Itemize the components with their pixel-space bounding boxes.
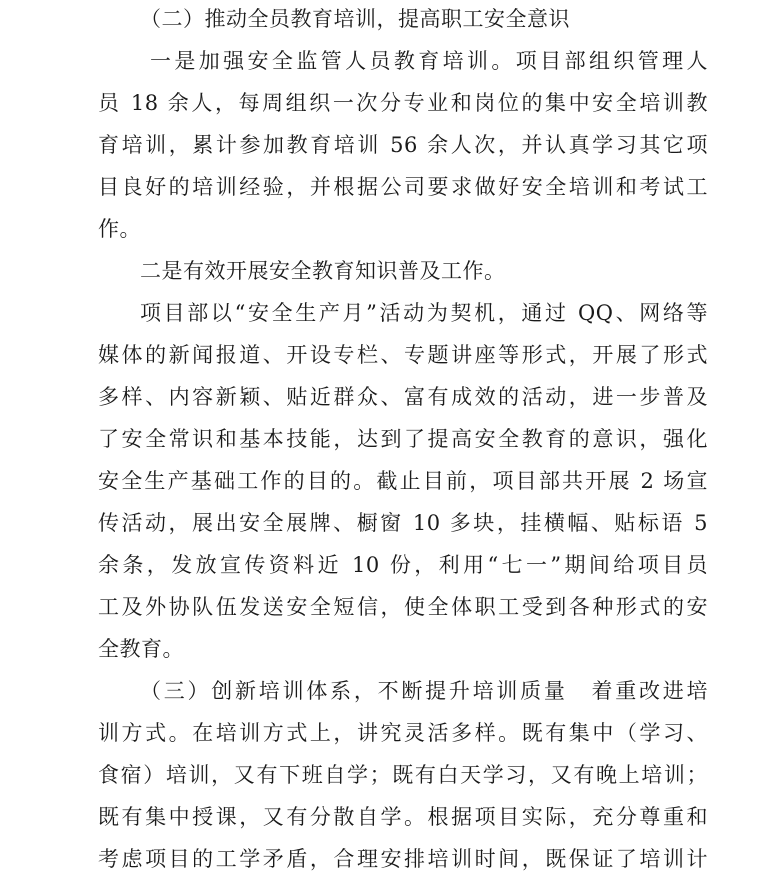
- paragraph-line: 全教育。: [98, 637, 184, 661]
- section-heading-2: （二）推动全员教育培训，提高职工安全意识: [140, 7, 570, 31]
- paragraph-line: 一是加强安全监管人员教育培训。项目部组织管理人: [150, 49, 708, 73]
- paragraph-line: 训方式。在培训方式上，讲究灵活多样。既有集中（学习、: [98, 721, 708, 745]
- paragraph-line: 多样、内容新颖、贴近群众、富有成效的活动，进一步普及: [98, 385, 708, 409]
- paragraph-line: 考虑项目的工学矛盾，合理安排培训时间，既保证了培训计: [98, 847, 708, 871]
- paragraph-line: 了安全常识和基本技能，达到了提高安全教育的意识，强化: [98, 427, 708, 451]
- paragraph-line: 二是有效开展安全教育知识普及工作。: [140, 259, 506, 283]
- paragraph-line: 项目部以“安全生产月”活动为契机，通过 QQ、网络等: [140, 301, 708, 325]
- paragraph-line: 传活动，展出安全展牌、橱窗 10 多块，挂横幅、贴标语 5: [98, 511, 708, 535]
- paragraph-line: 工及外协队伍发送安全短信，使全体职工受到各种形式的安: [98, 595, 708, 619]
- paragraph-line: 目良好的培训经验，并根据公司要求做好安全培训和考试工: [98, 175, 708, 199]
- section-heading-3: （三）创新培训体系，不断提升培训质量 着重改进培: [140, 679, 708, 703]
- paragraph-line: 员 18 余人，每周组织一次分专业和岗位的集中安全培训教: [98, 91, 708, 115]
- paragraph-line: 余条，发放宣传资料近 10 份，利用“七一”期间给项目员: [98, 553, 708, 577]
- paragraph-line: 食宿）培训，又有下班自学；既有白天学习，又有晚上培训；: [98, 763, 708, 787]
- paragraph-line: 作。: [98, 217, 141, 241]
- paragraph-line: 既有集中授课，又有分散自学。根据项目实际，充分尊重和: [98, 805, 708, 829]
- paragraph-line: 育培训，累计参加教育培训 56 余人次，并认真学习其它项: [98, 133, 708, 157]
- paragraph-line: 安全生产基础工作的目的。截止目前，项目部共开展 2 场宣: [98, 469, 708, 493]
- paragraph-line: 媒体的新闻报道、开设专栏、专题讲座等形式，开展了形式: [98, 343, 708, 367]
